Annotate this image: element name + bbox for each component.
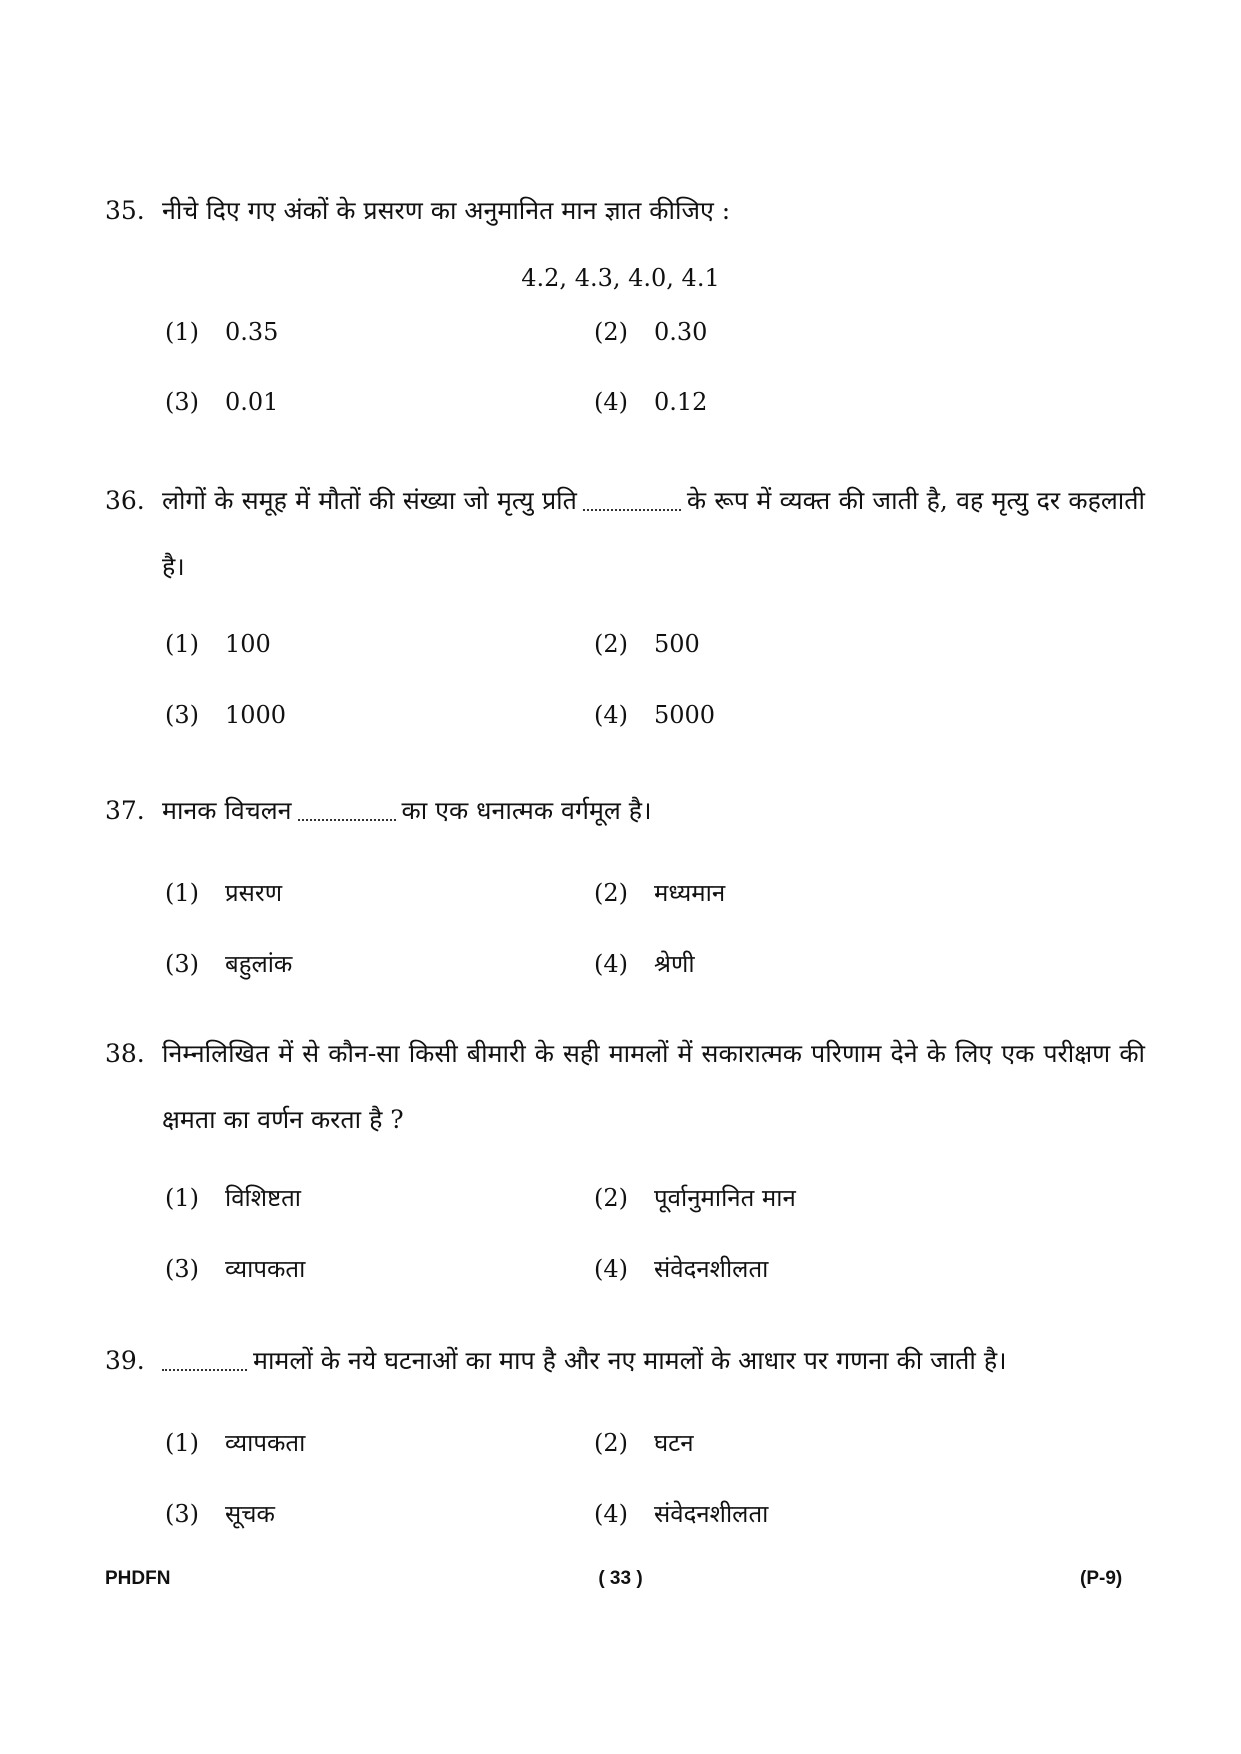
question-data-values: 4.2, 4.3, 4.0, 4.1 — [521, 264, 720, 292]
option-2[interactable]: (2) मध्यमान — [594, 879, 726, 907]
question-number: 38. — [105, 1039, 145, 1068]
question-text: निम्नलिखित में से कौन-सा किसी बीमारी के सही मामलों में सकारात्मक परिणाम देने के लिए एक परीक्षण की क्षमता का वर्णन करता है ? — [162, 1039, 1145, 1134]
question-text: मामलों के नये घटनाओं का माप है और नए मामलों के आधार पर गणना की जाती है। — [162, 1328, 1145, 1394]
option-3[interactable]: (3) व्यापकता — [165, 1255, 306, 1283]
question-text: नीचे दिए गए अंकों के प्रसरण का अनुमानित मान ज्ञात कीजिए : — [162, 196, 731, 225]
option-4[interactable]: (4) श्रेणी — [594, 950, 695, 978]
option-1[interactable]: (1) व्यापकता — [165, 1429, 306, 1457]
option-1[interactable]: (1) 0.35 — [165, 318, 279, 346]
option-1[interactable]: (1) प्रसरण — [165, 879, 283, 907]
question-text: मानक विचलन का एक धनात्मक वर्गमूल है। — [162, 796, 652, 825]
option-1[interactable]: (1) विशिष्टता — [165, 1184, 302, 1212]
option-2[interactable]: (2) घटन — [594, 1429, 694, 1457]
footer-paper-code: (P-9) — [1080, 1568, 1123, 1589]
question-37 — [105, 796, 1145, 844]
option-2[interactable]: (2) 0.30 — [594, 318, 708, 346]
fill-in-blank — [583, 495, 681, 511]
option-4[interactable]: (4) संवेदनशीलता — [594, 1255, 769, 1283]
question-39 — [105, 1346, 1145, 1394]
option-3[interactable]: (3) 1000 — [165, 701, 287, 729]
footer-course-code: PHDFN — [105, 1568, 171, 1589]
fill-in-blank — [162, 1355, 247, 1371]
option-4[interactable]: (4) 5000 — [594, 701, 716, 729]
question-text: लोगों के समूह में मौतों की संख्या जो मृत्यु प्रति के रूप में व्यक्त की जाती है, वह मृत्यु दर कहलाती है। — [162, 486, 1145, 581]
fill-in-blank — [298, 805, 396, 821]
option-2[interactable]: (2) 500 — [594, 630, 700, 658]
question-number: 37. — [105, 796, 145, 825]
option-1[interactable]: (1) 100 — [165, 630, 271, 658]
question-35 — [105, 196, 1145, 244]
question-number: 39. — [105, 1346, 145, 1375]
option-3[interactable]: (3) 0.01 — [165, 388, 279, 416]
question-number: 36. — [105, 486, 145, 515]
option-3[interactable]: (3) बहुलांक — [165, 950, 293, 978]
option-3[interactable]: (3) सूचक — [165, 1500, 275, 1528]
option-2[interactable]: (2) पूर्वानुमानित मान — [594, 1184, 796, 1212]
option-4[interactable]: (4) संवेदनशीलता — [594, 1500, 769, 1528]
option-4[interactable]: (4) 0.12 — [594, 388, 708, 416]
question-number: 35. — [105, 196, 145, 225]
question-36 — [105, 486, 1145, 600]
question-38 — [105, 1039, 1145, 1153]
footer-page-number: ( 33 ) — [598, 1568, 643, 1589]
